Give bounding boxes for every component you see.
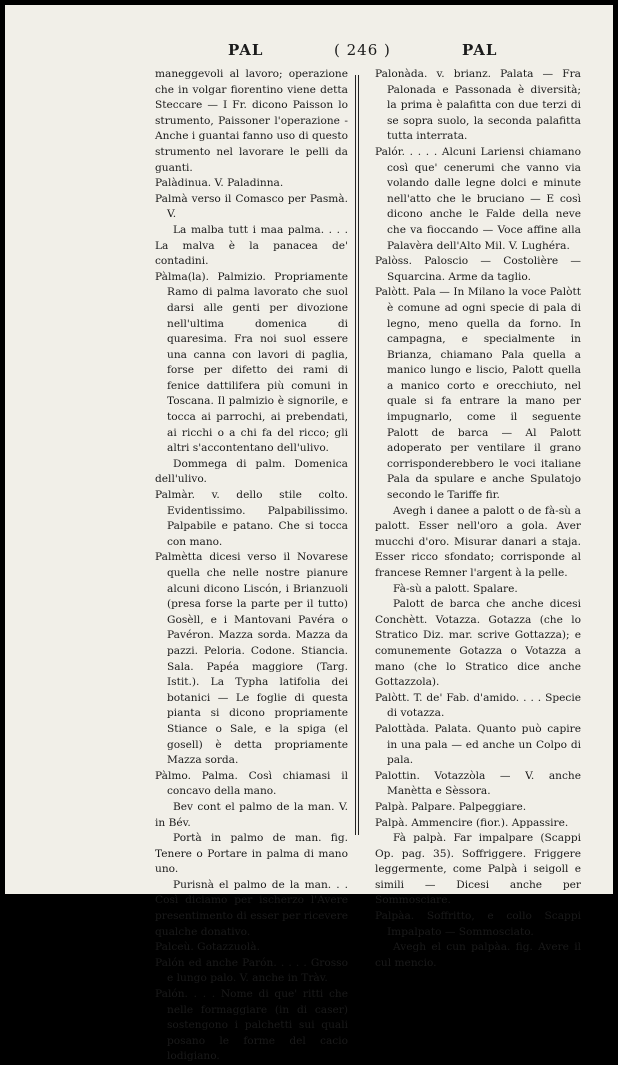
dictionary-entry: Palpàa. Soffritto, e collo Scappi Impalpato — Sommosciato. [375,910,581,938]
page-header [5,41,613,61]
book-page [5,5,613,1063]
dictionary-entry: Palàdinua. V. Paladinna. [155,177,284,190]
column-divider [355,75,359,835]
dictionary-entry: Palmàr. v. dello stile colto. Evidentissimo. Palpabilissimo. Palpabile e patano. Che si tocca con mano. [155,489,348,548]
dictionary-entry: Avegh el cun palpàa. fig. Avere il cul mencio. [375,941,581,969]
dictionary-entry: Dommega di palm. Domenica dell'ulivo. [155,457,348,486]
dictionary-entry: Palòtt. T. de' Fab. d'amido. . . . Specie di votazza. [375,691,581,720]
page-number: ( 246 ) [334,41,391,59]
running-head-left: PAL [228,41,264,59]
dictionary-entry: Palottin. Votazzòla — V. anche Manètta e Sèssora. [375,769,581,798]
dictionary-entry: Avegh i danee a palott o de fà-sù a palott. Esser nell'oro a gola. Aver mucchi d'oro. Misurar danari a staja. Esser ricco sfondato; corrisponde al francese Remner l'argent à la pelle. [375,504,581,579]
right-column [375,67,581,971]
dictionary-entry: Palmà verso il Comasco per Pasmà. V. [155,192,348,221]
dictionary-entry: maneggevoli al lavoro; operazione che in volgar fiorentino viene detta Steccare — I Fr. dicono Paisson lo strumento, Paissoner l'operazione - Anche i guantai fanno uso di questo strumento nel lavorare le pelli da guanti. [155,68,348,174]
running-head-right: PAL [462,41,498,59]
dictionary-entry: Palceù. Gotazzuolà. [155,941,260,954]
dictionary-entry: Palpà. Ammencire (fior.). Appassire. [375,816,569,829]
dictionary-entry: Bev cont el palmo de la man. V. in Bév. [155,800,348,829]
dictionary-entry: Palpà. Palpare. Palpeggiare. [375,800,527,813]
dictionary-entry: Pàlmo. Palma. Così chiamasi il concavo della mano. [155,769,348,798]
dictionary-entry: Palòtt. Pala — In Milano la voce Palòtt è comune ad ogni specie di pala di legno, meno quella da forno. In campagna, e specialmente in Brianza, chiamano Pala quella a manico lungo e liscio, Palott quella a manico corto e orecchiuto, nel quale si fa entrare la mano per impugnarlo, come il seguente Palott de barca — Al Palott adoperato per ventilare il grano corrisponderebbero le voci italiane Pala da spulare e anche Spulatojo secondo le Tariffe fir. [375,286,581,502]
dictionary-entry: Palonàda. v. brianz. Palata — Fra Palonada e Passonada è diversità; la prima è palafitta con due terzi di se sopra suolo, la seconda palafitta tutta interrata. [375,68,581,143]
dictionary-entry: Pàlma(la). Palmizio. Propriamente Ramo di palma lavorato che suol darsi alle genti per divozione nell'ultima domenica di quaresima. Fra noi suol essere una canna con lavori di paglia, forse per difetto dei rami di fenice dattilifera più comuni in Toscana. Il palmizio è signorile, e tocca ai parrochi, ai prebendati, ai ricchi o a chi fa del ricco; gli altri s'accontentano dell'ulivo. [155,270,348,455]
dictionary-entry: Palmètta dicesi verso il Novarese quella che nelle nostre pianure alcuni dicono Liscón, i Brianzuoli (presa forse la parte per il tutto) Gosèll, e i Mantovani Pavéra o Pavéron. Mazza sorda. Mazza da pazzi. Peloria. Codone. Stiancia. Sala. Papéa maggiore (Targ. Istit.). La Typha latifolia dei botanici — Le foglie di questa pianta si dicono propriamente Stiance o Sale, e la spiga (el gosell) è detta propriamente Mazza sorda. [155,551,348,767]
dictionary-entry: Fà-sù a palott. Spalare. [393,582,518,595]
dictionary-entry: Fà palpà. Far impalpare (Scappi Op. pag. 35). Soffriggere. Friggere leggermente, come Palpà i seigoll e simili — Dicesi anche per Sommosciare. [375,832,581,907]
dictionary-entry: Purisnà el palmo de la man. . . Così diciamo per ischerzo l'Avere presentimento di esser per ricevere qualche donativo. [155,878,348,938]
dictionary-entry: Palón ed anche Parón. . . . . Grosso e lungo palo. V. anche in Tràv. [155,956,348,985]
dictionary-entry: Palón. . . . Nome di que' ritti che nelle formaggiare (in di caser) sostengono i palchetti sui quali posano le forme del cacio lodigiano. [155,988,348,1063]
dictionary-entry: Palottàda. Palata. Quanto può capire in una pala — ed anche un Colpo di pala. [375,722,581,767]
dictionary-entry: Palott de barca che anche dicesi Conchètt. Votazza. Gotazza (che lo Stratico Diz. mar. scrive Gottazza); e comunemente Gotazza o Votazza a mano (che lo Stratico dice anche Gottazzola). [375,598,581,689]
left-column [155,67,348,1065]
dictionary-entry: Palòss. Paloscio — Costolière — Squarcina. Arme da taglio. [375,255,581,283]
dictionary-entry: Palór. . . . . Alcuni Lariensi chiamano così que' cenerumi che vanno via volando dalle legne dolci e minute nell'atto che le bruciano — E così dicono anche le Falde della neve che va fioccando — Voce affine alla Palavèra dell'Alto Mil. V. Lughéra. [375,145,581,252]
dictionary-entry: La malba tutt i maa palma. . . . La malva è la panacea de' contadini. [155,223,348,268]
dictionary-entry: Portà in palmo de man. fig. Tenere o Portare in palma di mano uno. [155,832,348,876]
